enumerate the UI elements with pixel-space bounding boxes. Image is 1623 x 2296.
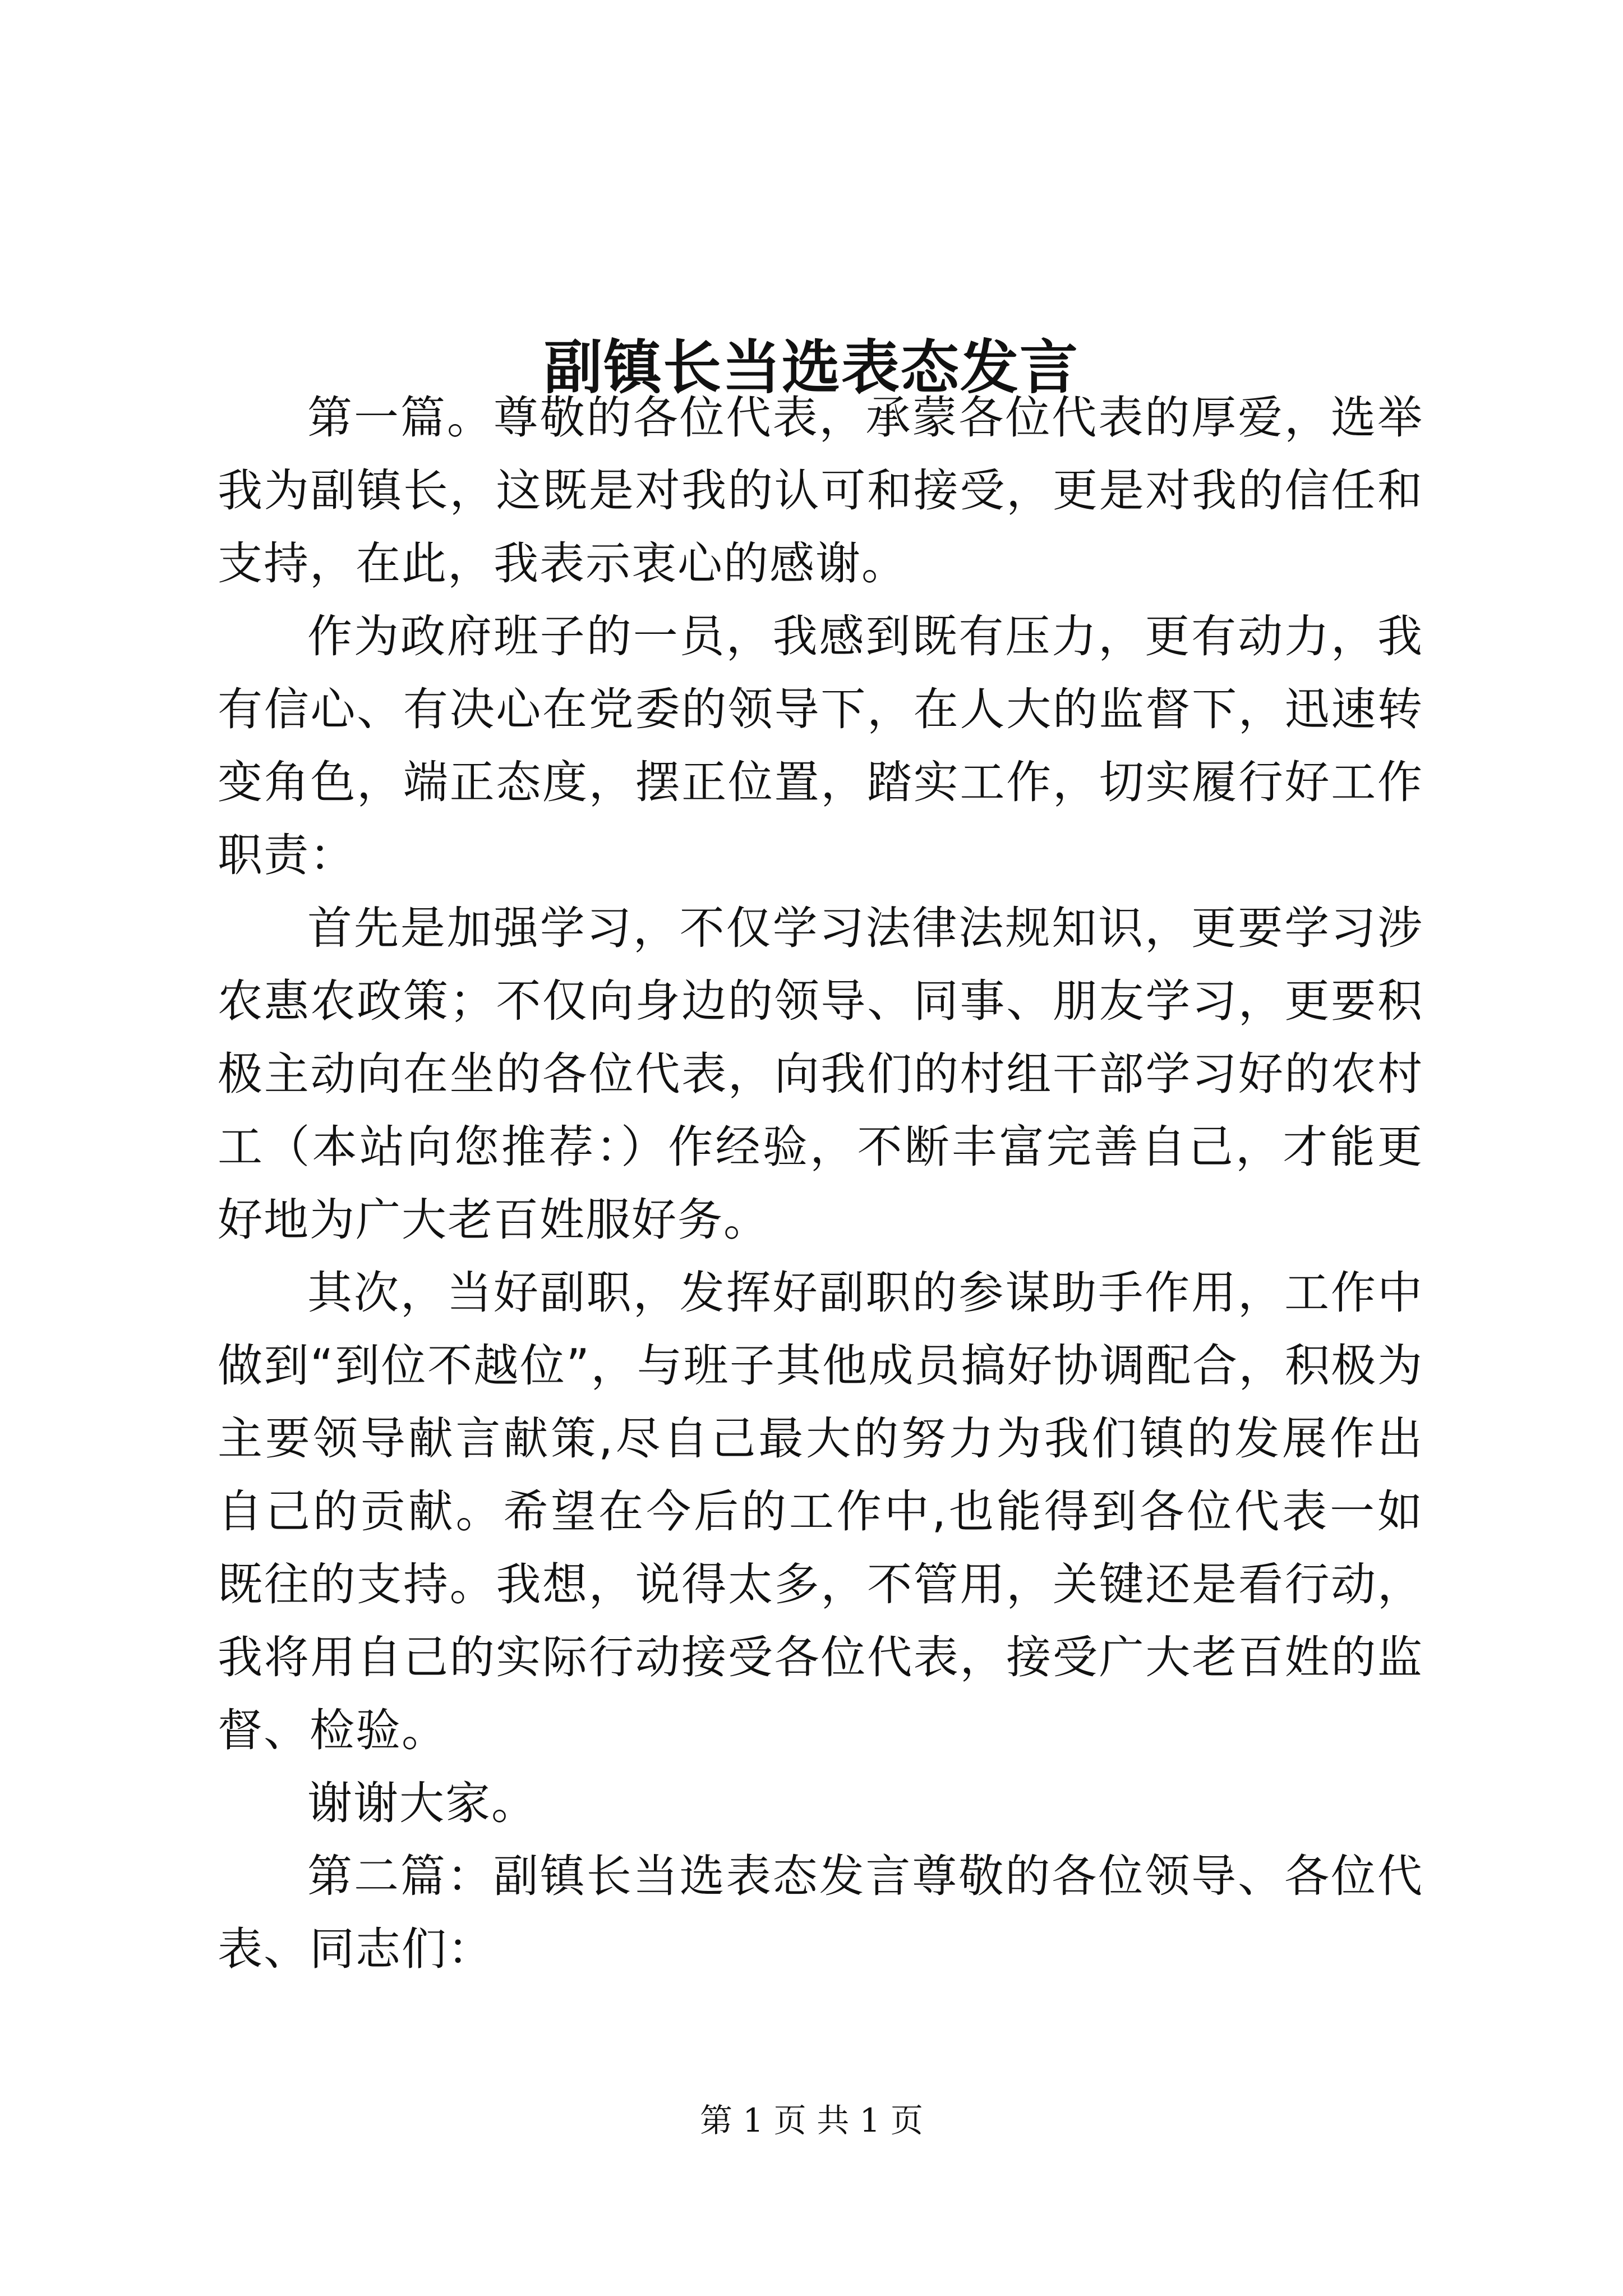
page-footer: 第 1 页 共 1 页 bbox=[700, 2101, 923, 2139]
paragraph-3: 首先是加强学习，不仅学习法律法规知识，更要学习涉农惠农政策；不仅向身边的领导、同事、朋友学习，更要积极主动向在坐的各位代表，向我们的村组干部学习好的农村工（本站向您推荐：）作经验，不断丰富完善自己，才能更好地为广大老百姓服好务。 bbox=[218, 902, 1423, 1246]
paragraph-5: 谢谢大家。 bbox=[307, 1777, 537, 1829]
document-title: 副镇长当选表态发言 bbox=[543, 332, 1079, 402]
paragraph-1: 第一篇。尊敬的各位代表，承蒙各位代表的厚爱，选举我为副镇长，这既是对我的认可和接受，更是对我的信任和支持，在此，我表示衷心的感谢。 bbox=[218, 392, 1423, 590]
paragraph-4: 其次，当好副职，发挥好副职的参谋助手作用，工作中做到“到位不越位”，与班子其他成员搞好协调配合，积极为主要领导献言献策,尽自己最大的努力为我们镇的发展作出自己的贡献。希望在今后的工作中,也能得到各位代表一如既往的支持。我想，说得太多，不管用，关键还是看行动，我将用自己的实际行动接受各位代表，接受广大老百姓的监督、检验。 bbox=[218, 1267, 1423, 1756]
paragraph-6: 第二篇：副镇长当选表态发言尊敬的各位领导、各位代表、同志们： bbox=[218, 1850, 1423, 1975]
paragraph-2: 作为政府班子的一员，我感到既有压力，更有动力，我有信心、有决心在党委的领导下，在人大的监督下，迅速转变角色，端正态度，摆正位置，踏实工作，切实履行好工作职责： bbox=[218, 610, 1423, 881]
document-body bbox=[218, 381, 1423, 1986]
